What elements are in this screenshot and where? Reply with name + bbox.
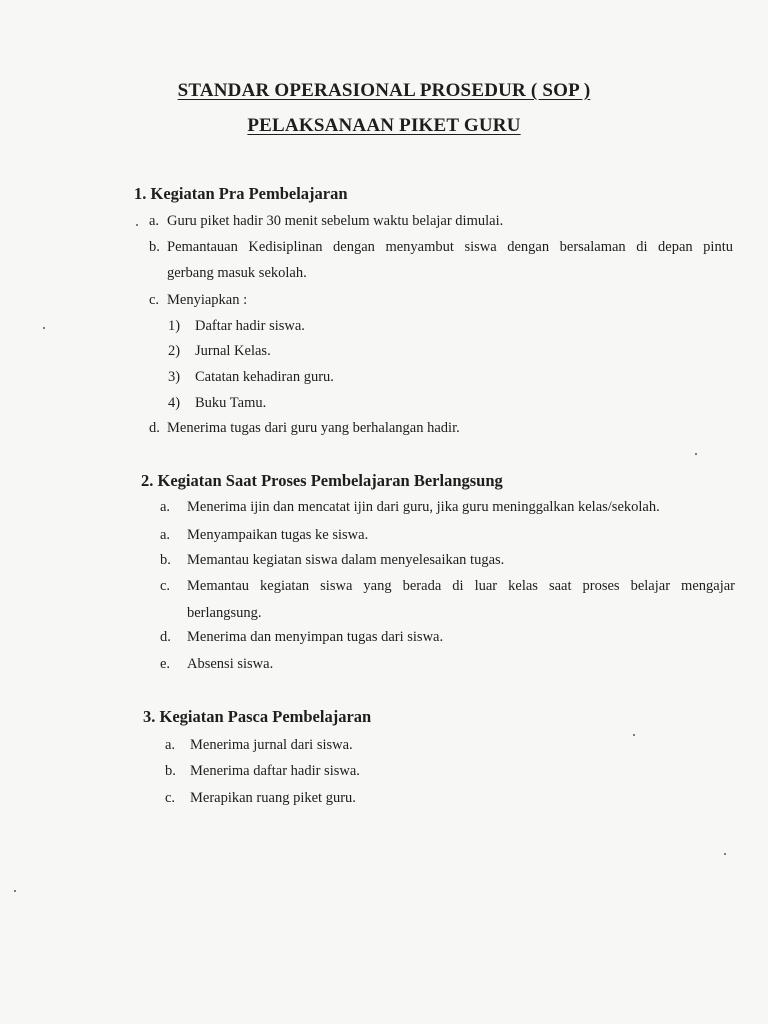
section-heading-3: 3. Kegiatan Pasca Pembelajaran [143, 707, 372, 726]
document-title: STANDAR OPERASIONAL PROSEDUR ( SOP ) [177, 80, 591, 101]
scan-speck [695, 453, 697, 455]
section-heading-2: 2. Kegiatan Saat Proses Pembelajaran Berlangsung [141, 471, 503, 490]
scan-speck [633, 734, 635, 736]
list-item-text: Pemantauan Kedisiplinan dengan menyambut siswa dengan bersalaman di depan pintu [167, 239, 733, 255]
scan-speck [43, 327, 45, 329]
section-heading-1: 1. Kegiatan Pra Pembelajaran [134, 184, 348, 203]
list-item-continuation: berlangsung. [187, 605, 262, 621]
document-subtitle: PELAKSANAAN PIKET GURU [247, 115, 521, 136]
list-item-continuation: gerbang masuk sekolah. [167, 265, 307, 281]
scan-speck [724, 853, 726, 855]
scan-speck [136, 224, 138, 226]
list-item-text: Memantau kegiatan siswa yang berada di luar kelas saat proses belajar mengajar [187, 578, 735, 594]
scan-speck [14, 890, 16, 892]
